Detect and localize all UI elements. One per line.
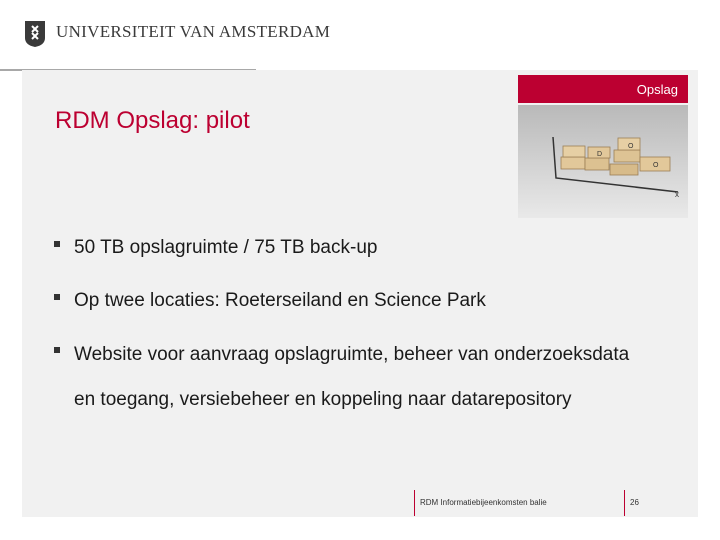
svg-text:O: O [653, 162, 659, 169]
footer-text: RDM Informatiebijeenkomsten balie [420, 498, 547, 507]
page-number: 26 [630, 498, 639, 507]
bullet-list [54, 226, 654, 431]
slide-title: RDM Opslag: pilot [55, 107, 250, 134]
uva-crest-icon [24, 20, 46, 48]
svg-text:D: D [597, 151, 603, 158]
footer-divider [624, 490, 625, 516]
bullet-item [54, 332, 654, 422]
bullet-text: Website voor aanvraag opslagruimte, beheer van onderzoeksdata en toegang, versiebeheer en koppeling naar datarepository [74, 344, 630, 410]
svg-text:x: x [675, 190, 679, 199]
bullet-item [54, 226, 654, 270]
bullet-text: 50 TB opslagruimte / 75 TB back-up [74, 237, 378, 258]
bullet-item [54, 279, 654, 323]
bullet-text: Op twee locaties: Roeterseiland en Science Park [74, 290, 486, 311]
category-tag: Opslag [518, 75, 688, 103]
university-logo-text: UNIVERSITEIT VAN AMSTERDAM [56, 22, 331, 41]
bullet-marker-icon [54, 241, 60, 247]
svg-text:O: O [628, 143, 634, 150]
bullet-marker-icon [54, 294, 60, 300]
footer-divider [414, 490, 415, 516]
scrabble-tiles-image [518, 105, 688, 218]
bullet-marker-icon [54, 347, 60, 353]
